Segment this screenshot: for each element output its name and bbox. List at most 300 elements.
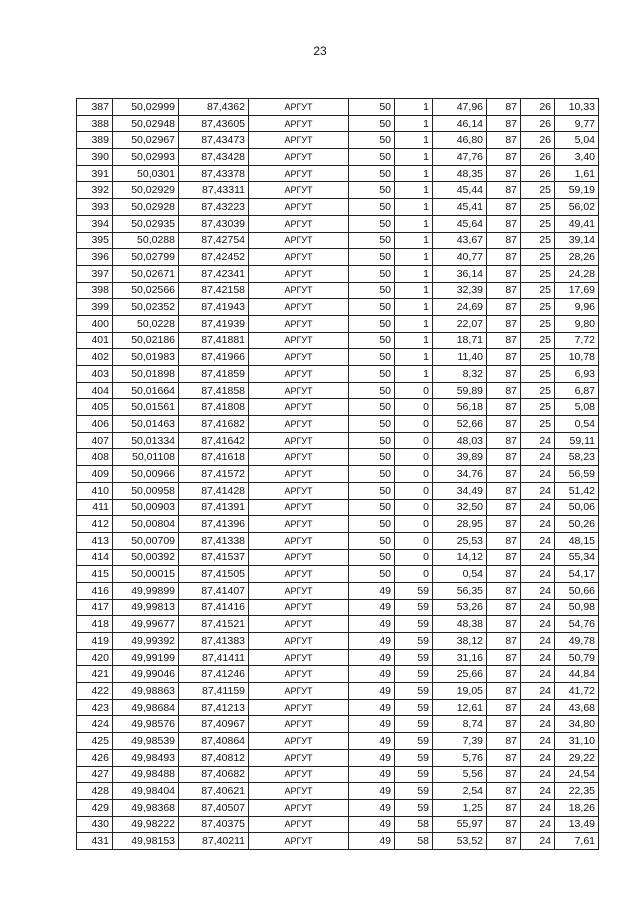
cell-lat-degrees: 50: [349, 532, 395, 549]
cell-latitude-decimal: 50,01463: [113, 416, 179, 433]
cell-object-name: АРГУТ: [249, 716, 349, 733]
cell-lon-degrees: 87: [487, 199, 521, 216]
cell-lat-degrees: 49: [349, 749, 395, 766]
cell-lon-degrees: 87: [487, 683, 521, 700]
cell-object-name: АРГУТ: [249, 599, 349, 616]
cell-point-number: 428: [77, 783, 113, 800]
table-row: [77, 616, 599, 633]
cell-latitude-decimal: 50,00392: [113, 549, 179, 566]
cell-latitude-decimal: 50,02928: [113, 199, 179, 216]
cell-lat-degrees: 50: [349, 249, 395, 266]
cell-lat-seconds: 39,89: [433, 449, 487, 466]
table-row: [77, 432, 599, 449]
cell-lon-seconds: 58,23: [555, 449, 599, 466]
cell-lat-minutes: 0: [395, 382, 433, 399]
cell-latitude-decimal: 49,98222: [113, 816, 179, 833]
cell-lat-seconds: 8,32: [433, 366, 487, 383]
cell-lat-minutes: 0: [395, 432, 433, 449]
cell-lat-minutes: 59: [395, 616, 433, 633]
cell-object-name: АРГУТ: [249, 566, 349, 583]
cell-longitude-decimal: 87,41618: [179, 449, 249, 466]
cell-point-number: 400: [77, 315, 113, 332]
cell-lat-minutes: 1: [395, 366, 433, 383]
cell-point-number: 396: [77, 249, 113, 266]
cell-lat-degrees: 50: [349, 132, 395, 149]
cell-lon-seconds: 22,35: [555, 783, 599, 800]
cell-lat-seconds: 53,26: [433, 599, 487, 616]
cell-longitude-decimal: 87,41572: [179, 466, 249, 483]
cell-longitude-decimal: 87,41505: [179, 566, 249, 583]
cell-object-name: АРГУТ: [249, 349, 349, 366]
cell-lat-degrees: 50: [349, 382, 395, 399]
cell-longitude-decimal: 87,43473: [179, 132, 249, 149]
cell-lat-degrees: 49: [349, 599, 395, 616]
cell-object-name: АРГУТ: [249, 165, 349, 182]
cell-point-number: 403: [77, 366, 113, 383]
cell-lat-minutes: 1: [395, 315, 433, 332]
cell-latitude-decimal: 50,01334: [113, 432, 179, 449]
cell-longitude-decimal: 87,42754: [179, 232, 249, 249]
cell-point-number: 426: [77, 749, 113, 766]
cell-lat-seconds: 31,16: [433, 649, 487, 666]
cell-lat-seconds: 38,12: [433, 633, 487, 650]
cell-lat-minutes: 1: [395, 282, 433, 299]
table-row: [77, 649, 599, 666]
cell-lon-seconds: 5,08: [555, 399, 599, 416]
cell-lat-minutes: 1: [395, 149, 433, 166]
cell-lon-degrees: 87: [487, 249, 521, 266]
cell-latitude-decimal: 50,00804: [113, 516, 179, 533]
cell-lat-seconds: 28,95: [433, 516, 487, 533]
cell-point-number: 411: [77, 499, 113, 516]
cell-latitude-decimal: 50,02948: [113, 115, 179, 132]
cell-lon-minutes: 24: [521, 532, 555, 549]
cell-longitude-decimal: 87,40507: [179, 799, 249, 816]
cell-lon-degrees: 87: [487, 132, 521, 149]
cell-object-name: АРГУТ: [249, 366, 349, 383]
cell-longitude-decimal: 87,41858: [179, 382, 249, 399]
table-row: [77, 833, 599, 850]
cell-latitude-decimal: 49,99899: [113, 582, 179, 599]
cell-lat-minutes: 0: [395, 566, 433, 583]
cell-lon-degrees: 87: [487, 99, 521, 116]
cell-point-number: 401: [77, 332, 113, 349]
cell-lat-degrees: 49: [349, 766, 395, 783]
cell-lat-minutes: 59: [395, 799, 433, 816]
cell-lon-seconds: 50,66: [555, 582, 599, 599]
cell-lon-seconds: 7,72: [555, 332, 599, 349]
table-row: [77, 249, 599, 266]
cell-longitude-decimal: 87,41939: [179, 315, 249, 332]
cell-lat-degrees: 49: [349, 582, 395, 599]
cell-latitude-decimal: 50,00966: [113, 466, 179, 483]
cell-lon-degrees: 87: [487, 616, 521, 633]
cell-lat-seconds: 48,03: [433, 432, 487, 449]
cell-lat-degrees: 50: [349, 199, 395, 216]
cell-lon-seconds: 56,02: [555, 199, 599, 216]
cell-lat-seconds: 2,54: [433, 783, 487, 800]
cell-lat-seconds: 7,39: [433, 733, 487, 750]
cell-lon-degrees: 87: [487, 149, 521, 166]
cell-lon-degrees: 87: [487, 432, 521, 449]
cell-lat-seconds: 45,41: [433, 199, 487, 216]
cell-latitude-decimal: 50,01108: [113, 449, 179, 466]
cell-object-name: АРГУТ: [249, 182, 349, 199]
cell-lat-degrees: 49: [349, 666, 395, 683]
cell-object-name: АРГУТ: [249, 482, 349, 499]
table-body: [77, 99, 599, 850]
cell-point-number: 417: [77, 599, 113, 616]
cell-lat-minutes: 0: [395, 549, 433, 566]
cell-lat-seconds: 46,80: [433, 132, 487, 149]
cell-lon-seconds: 6,87: [555, 382, 599, 399]
page-number: 23: [313, 44, 327, 58]
table-row: [77, 299, 599, 316]
cell-point-number: 429: [77, 799, 113, 816]
cell-lon-minutes: 25: [521, 215, 555, 232]
cell-object-name: АРГУТ: [249, 265, 349, 282]
cell-lat-degrees: 50: [349, 566, 395, 583]
cell-point-number: 395: [77, 232, 113, 249]
cell-lon-degrees: 87: [487, 165, 521, 182]
cell-lat-degrees: 50: [349, 549, 395, 566]
cell-lat-minutes: 59: [395, 649, 433, 666]
cell-object-name: АРГУТ: [249, 332, 349, 349]
cell-lon-seconds: 6,93: [555, 366, 599, 383]
cell-lat-minutes: 1: [395, 215, 433, 232]
cell-lat-degrees: 50: [349, 215, 395, 232]
cell-longitude-decimal: 87,41859: [179, 366, 249, 383]
cell-lat-seconds: 45,64: [433, 215, 487, 232]
cell-latitude-decimal: 50,00709: [113, 532, 179, 549]
table-row: [77, 366, 599, 383]
table-row: [77, 733, 599, 750]
cell-lon-minutes: 26: [521, 149, 555, 166]
cell-object-name: АРГУТ: [249, 532, 349, 549]
cell-lon-degrees: 87: [487, 582, 521, 599]
cell-lon-minutes: 24: [521, 582, 555, 599]
cell-point-number: 422: [77, 683, 113, 700]
table-row: [77, 399, 599, 416]
table-row: [77, 716, 599, 733]
cell-lon-seconds: 50,79: [555, 649, 599, 666]
cell-longitude-decimal: 87,40682: [179, 766, 249, 783]
cell-lat-degrees: 50: [349, 449, 395, 466]
cell-lon-seconds: 43,68: [555, 699, 599, 716]
cell-lat-degrees: 49: [349, 649, 395, 666]
cell-lon-degrees: 87: [487, 833, 521, 850]
cell-longitude-decimal: 87,41407: [179, 582, 249, 599]
cell-lon-seconds: 44,84: [555, 666, 599, 683]
cell-object-name: АРГУТ: [249, 766, 349, 783]
table-row: [77, 99, 599, 116]
cell-lon-minutes: 24: [521, 499, 555, 516]
cell-lat-seconds: 1,25: [433, 799, 487, 816]
cell-lon-degrees: 87: [487, 716, 521, 733]
cell-object-name: АРГУТ: [249, 315, 349, 332]
cell-lon-minutes: 24: [521, 482, 555, 499]
cell-object-name: АРГУТ: [249, 733, 349, 750]
cell-lat-degrees: 50: [349, 499, 395, 516]
cell-longitude-decimal: 87,41881: [179, 332, 249, 349]
cell-point-number: 402: [77, 349, 113, 366]
cell-latitude-decimal: 50,00015: [113, 566, 179, 583]
cell-lon-seconds: 0,54: [555, 416, 599, 433]
cell-object-name: АРГУТ: [249, 633, 349, 650]
cell-point-number: 416: [77, 582, 113, 599]
cell-longitude-decimal: 87,41966: [179, 349, 249, 366]
cell-latitude-decimal: 49,98576: [113, 716, 179, 733]
cell-object-name: АРГУТ: [249, 833, 349, 850]
table-row: [77, 499, 599, 516]
cell-point-number: 397: [77, 265, 113, 282]
cell-point-number: 389: [77, 132, 113, 149]
cell-lon-degrees: 87: [487, 466, 521, 483]
cell-lon-degrees: 87: [487, 666, 521, 683]
cell-lon-minutes: 25: [521, 366, 555, 383]
table-row: [77, 599, 599, 616]
cell-lon-seconds: 7,61: [555, 833, 599, 850]
cell-lon-minutes: 24: [521, 633, 555, 650]
cell-lon-minutes: 24: [521, 733, 555, 750]
cell-latitude-decimal: 50,02352: [113, 299, 179, 316]
cell-longitude-decimal: 87,41391: [179, 499, 249, 516]
cell-lon-minutes: 25: [521, 199, 555, 216]
cell-lon-minutes: 24: [521, 833, 555, 850]
cell-point-number: 404: [77, 382, 113, 399]
cell-longitude-decimal: 87,42341: [179, 265, 249, 282]
table-row: [77, 282, 599, 299]
cell-object-name: АРГУТ: [249, 232, 349, 249]
table-row: [77, 633, 599, 650]
cell-point-number: 388: [77, 115, 113, 132]
cell-lat-degrees: 49: [349, 833, 395, 850]
cell-lon-degrees: 87: [487, 649, 521, 666]
cell-longitude-decimal: 87,43223: [179, 199, 249, 216]
cell-longitude-decimal: 87,41642: [179, 432, 249, 449]
cell-lat-seconds: 46,14: [433, 115, 487, 132]
cell-longitude-decimal: 87,43378: [179, 165, 249, 182]
cell-lon-degrees: 87: [487, 633, 521, 650]
cell-lat-minutes: 1: [395, 299, 433, 316]
table-row: [77, 199, 599, 216]
cell-latitude-decimal: 50,02566: [113, 282, 179, 299]
cell-lat-minutes: 0: [395, 532, 433, 549]
table-row: [77, 182, 599, 199]
cell-lat-degrees: 49: [349, 616, 395, 633]
cell-lat-minutes: 1: [395, 232, 433, 249]
cell-lon-minutes: 25: [521, 282, 555, 299]
cell-longitude-decimal: 87,41521: [179, 616, 249, 633]
cell-latitude-decimal: 49,98863: [113, 683, 179, 700]
table-row: [77, 332, 599, 349]
cell-lon-degrees: 87: [487, 449, 521, 466]
cell-latitude-decimal: 49,98404: [113, 783, 179, 800]
cell-lon-degrees: 87: [487, 332, 521, 349]
cell-lat-seconds: 56,18: [433, 399, 487, 416]
cell-lon-degrees: 87: [487, 599, 521, 616]
cell-lat-seconds: 34,76: [433, 466, 487, 483]
cell-latitude-decimal: 50,02799: [113, 249, 179, 266]
cell-lon-minutes: 25: [521, 349, 555, 366]
cell-lon-degrees: 87: [487, 783, 521, 800]
cell-lat-minutes: 59: [395, 716, 433, 733]
cell-object-name: АРГУТ: [249, 215, 349, 232]
cell-object-name: АРГУТ: [249, 249, 349, 266]
cell-lon-minutes: 24: [521, 716, 555, 733]
cell-lat-minutes: 0: [395, 416, 433, 433]
cell-point-number: 413: [77, 532, 113, 549]
cell-lon-degrees: 87: [487, 215, 521, 232]
cell-lon-degrees: 87: [487, 766, 521, 783]
cell-lon-degrees: 87: [487, 349, 521, 366]
table-row: [77, 165, 599, 182]
table-row: [77, 549, 599, 566]
cell-lon-minutes: 25: [521, 416, 555, 433]
cell-lat-seconds: 0,54: [433, 566, 487, 583]
cell-lat-seconds: 34,49: [433, 482, 487, 499]
cell-lon-degrees: 87: [487, 799, 521, 816]
cell-lon-minutes: 25: [521, 265, 555, 282]
cell-lon-minutes: 25: [521, 332, 555, 349]
cell-longitude-decimal: 87,40621: [179, 783, 249, 800]
table-row: [77, 349, 599, 366]
cell-longitude-decimal: 87,41246: [179, 666, 249, 683]
cell-lat-seconds: 40,77: [433, 249, 487, 266]
cell-lon-seconds: 31,10: [555, 733, 599, 750]
cell-point-number: 430: [77, 816, 113, 833]
cell-latitude-decimal: 50,02935: [113, 215, 179, 232]
cell-lon-degrees: 87: [487, 416, 521, 433]
table-row: [77, 382, 599, 399]
cell-lon-minutes: 24: [521, 666, 555, 683]
cell-longitude-decimal: 87,43428: [179, 149, 249, 166]
cell-lat-degrees: 49: [349, 799, 395, 816]
cell-lat-degrees: 49: [349, 699, 395, 716]
cell-longitude-decimal: 87,41428: [179, 482, 249, 499]
cell-longitude-decimal: 87,4362: [179, 99, 249, 116]
cell-latitude-decimal: 50,00958: [113, 482, 179, 499]
cell-lat-minutes: 1: [395, 249, 433, 266]
cell-lon-degrees: 87: [487, 532, 521, 549]
table-row: [77, 666, 599, 683]
cell-longitude-decimal: 87,40967: [179, 716, 249, 733]
cell-longitude-decimal: 87,42452: [179, 249, 249, 266]
cell-lat-degrees: 49: [349, 716, 395, 733]
cell-point-number: 387: [77, 99, 113, 116]
cell-lon-degrees: 87: [487, 499, 521, 516]
cell-lon-seconds: 10,78: [555, 349, 599, 366]
cell-lon-seconds: 10,33: [555, 99, 599, 116]
cell-lon-seconds: 9,80: [555, 315, 599, 332]
cell-longitude-decimal: 87,41383: [179, 633, 249, 650]
cell-point-number: 420: [77, 649, 113, 666]
cell-lat-degrees: 49: [349, 783, 395, 800]
cell-lat-degrees: 50: [349, 182, 395, 199]
cell-lat-minutes: 59: [395, 683, 433, 700]
table-row: [77, 783, 599, 800]
table-row: [77, 466, 599, 483]
cell-point-number: 418: [77, 616, 113, 633]
cell-lat-seconds: 48,35: [433, 165, 487, 182]
cell-lon-minutes: 25: [521, 399, 555, 416]
cell-latitude-decimal: 50,01664: [113, 382, 179, 399]
cell-lon-seconds: 51,42: [555, 482, 599, 499]
cell-lon-minutes: 26: [521, 132, 555, 149]
cell-lat-seconds: 24,69: [433, 299, 487, 316]
cell-lon-minutes: 25: [521, 299, 555, 316]
cell-lat-minutes: 1: [395, 132, 433, 149]
cell-lat-minutes: 59: [395, 749, 433, 766]
coordinates-table: [76, 98, 599, 850]
cell-lat-seconds: 47,96: [433, 99, 487, 116]
cell-lon-seconds: 28,26: [555, 249, 599, 266]
cell-lat-degrees: 50: [349, 482, 395, 499]
cell-lon-seconds: 54,76: [555, 616, 599, 633]
cell-lon-degrees: 87: [487, 482, 521, 499]
cell-lon-seconds: 3,40: [555, 149, 599, 166]
cell-longitude-decimal: 87,40211: [179, 833, 249, 850]
cell-longitude-decimal: 87,40375: [179, 816, 249, 833]
cell-lat-minutes: 1: [395, 182, 433, 199]
cell-lat-seconds: 12,61: [433, 699, 487, 716]
cell-lat-minutes: 0: [395, 449, 433, 466]
cell-lat-degrees: 50: [349, 399, 395, 416]
cell-lon-seconds: 24,28: [555, 265, 599, 282]
cell-lon-seconds: 9,77: [555, 115, 599, 132]
cell-lat-seconds: 11,40: [433, 349, 487, 366]
cell-lat-degrees: 49: [349, 633, 395, 650]
cell-lat-seconds: 55,97: [433, 816, 487, 833]
cell-latitude-decimal: 49,99392: [113, 633, 179, 650]
cell-longitude-decimal: 87,41411: [179, 649, 249, 666]
cell-lat-seconds: 52,66: [433, 416, 487, 433]
cell-lon-degrees: 87: [487, 699, 521, 716]
cell-lat-seconds: 48,38: [433, 616, 487, 633]
cell-lon-minutes: 24: [521, 699, 555, 716]
cell-object-name: АРГУТ: [249, 132, 349, 149]
cell-lon-minutes: 25: [521, 382, 555, 399]
table-row: [77, 265, 599, 282]
cell-lon-seconds: 50,98: [555, 599, 599, 616]
cell-lon-minutes: 25: [521, 315, 555, 332]
cell-longitude-decimal: 87,41159: [179, 683, 249, 700]
cell-lat-seconds: 36,14: [433, 265, 487, 282]
cell-lat-minutes: 59: [395, 582, 433, 599]
cell-lon-minutes: 24: [521, 466, 555, 483]
cell-point-number: 419: [77, 633, 113, 650]
cell-lat-degrees: 50: [349, 366, 395, 383]
cell-object-name: АРГУТ: [249, 399, 349, 416]
table-row: [77, 766, 599, 783]
cell-lat-degrees: 50: [349, 99, 395, 116]
cell-lon-degrees: 87: [487, 182, 521, 199]
cell-point-number: 394: [77, 215, 113, 232]
cell-object-name: АРГУТ: [249, 749, 349, 766]
cell-lat-seconds: 32,50: [433, 499, 487, 516]
cell-lon-degrees: 87: [487, 516, 521, 533]
cell-lon-degrees: 87: [487, 115, 521, 132]
cell-lat-seconds: 53,52: [433, 833, 487, 850]
cell-latitude-decimal: 50,02967: [113, 132, 179, 149]
cell-object-name: АРГУТ: [249, 99, 349, 116]
cell-object-name: АРГУТ: [249, 382, 349, 399]
cell-lon-minutes: 25: [521, 232, 555, 249]
cell-lon-seconds: 50,26: [555, 516, 599, 533]
cell-lat-seconds: 45,44: [433, 182, 487, 199]
cell-lat-degrees: 50: [349, 299, 395, 316]
cell-lon-minutes: 24: [521, 683, 555, 700]
